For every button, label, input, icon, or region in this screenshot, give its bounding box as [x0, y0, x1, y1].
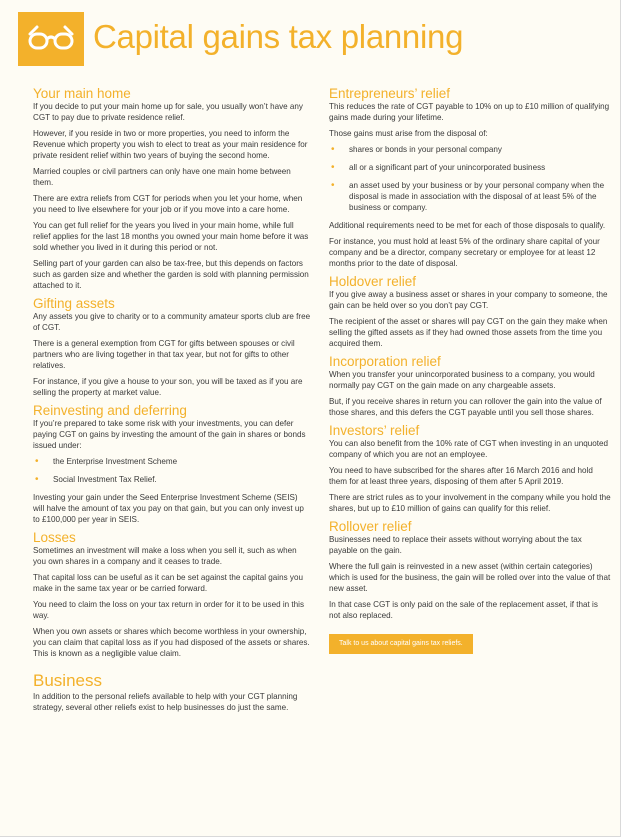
paragraph: You can also benefit from the 10% rate of CGT when investing in an unquoted company of which you are not an employee.	[329, 439, 608, 459]
section-heading: Losses	[33, 530, 76, 545]
section-entrepreneurs-relief	[329, 86, 611, 269]
paragraph: In addition to the personal reliefs available to help with your CGT planning strategy, several other reliefs exist to help businesses do just the same.	[33, 692, 298, 712]
paragraph: That capital loss can be useful as it can be set against the capital gains you make in the same tax year or be carried forward.	[33, 573, 303, 593]
paragraph: If you give away a business asset or shares in your company to someone, the gain can be held over so you don’t pay CGT.	[329, 290, 608, 310]
section-investors-relief	[329, 423, 611, 514]
section-heading: Holdover relief	[329, 274, 417, 289]
section-heading: Incorporation relief	[329, 354, 441, 369]
paragraph: The recipient of the asset or shares will pay CGT on the gain they make when selling the gifted assets as if they had owned those assets from the time you acquired them.	[329, 317, 608, 348]
paragraph: You can get full relief for the years you lived in your main home, while full relief applies for the last 18 months you owned your main home before it was sold whether you lived in it during this period or not.	[33, 221, 309, 252]
paragraph: You need to have subscribed for the shares after 16 March 2016 and hold them for at least three years, disposing of them after 5 April 2019.	[329, 466, 593, 486]
paragraph: You need to claim the loss on your tax return in order for it to be used in this way.	[33, 600, 304, 620]
section-business	[33, 671, 311, 713]
section-gifting-assets	[33, 296, 311, 398]
contact-cta-button[interactable]: Talk to us about capital gains tax reliefs.	[329, 634, 473, 654]
glasses-icon	[27, 24, 75, 54]
page-header	[0, 12, 620, 66]
paragraph: Where the full gain is reinvested in a new asset (within certain categories) which is used for the business, the gain will be rolled over into the value of that new asset.	[329, 562, 611, 593]
paragraph: But, if you receive shares in return you can rollover the gain into the value of those shares, and this defers the CGT payable until you sell those shares.	[329, 397, 602, 417]
section-heading: Investors’ relief	[329, 423, 420, 438]
section-incorporation-relief	[329, 354, 611, 418]
section-heading: Gifting assets	[33, 296, 115, 311]
section-heading: Business	[33, 671, 102, 690]
paragraph: There are strict rules as to your involvement in the company while you hold the shares, but up to £10 million of gains can qualify for this relief.	[329, 493, 611, 513]
section-main-home	[33, 86, 311, 291]
paragraph: Selling part of your garden can also be tax-free, but this depends on factors such as garden size and whether the garden is sold with planning permission attached to it.	[33, 259, 309, 290]
section-heading: Your main home	[33, 86, 131, 101]
paragraph: If you’re prepared to take some risk with your investments, you can defer paying CGT on gains by investing the amount of the gain in shares or bonds issued under:	[33, 419, 306, 450]
section-reinvesting	[33, 403, 311, 525]
paragraph: Those gains must arise from the disposal of:	[329, 129, 488, 138]
page-title: Capital gains tax planning	[93, 18, 464, 55]
paragraph: When you own assets or shares which become worthless in your ownership, you can claim that capital loss as if you had disposed of the assets or shares. This is known as a negligible value claim.	[33, 627, 310, 658]
section-heading: Entrepreneurs’ relief	[329, 86, 451, 101]
paragraph: Sometimes an investment will make a loss when you sell it, such as when you own shares in a company and it ceases to trade.	[33, 546, 297, 566]
bullet-list	[329, 144, 611, 213]
paragraph: Businesses need to replace their assets without worrying about the tax payable on the gain.	[329, 535, 582, 555]
section-rollover-relief	[329, 519, 611, 621]
paragraph: However, if you reside in two or more properties, you need to inform the Revenue which property you wish to elect to treat as your main residence for private resident relief within two years of buying the second home.	[33, 129, 308, 160]
paragraph: There is a general exemption from CGT for gifts between spouses or civil partners who are living together in that tax year, but not for gifts to other relatives.	[33, 339, 295, 370]
paragraph: Any assets you give to charity or to a community amateur sports club are free of CGT.	[33, 312, 311, 332]
paragraph: Additional requirements need to be met for each of those disposals to qualify.	[329, 221, 606, 230]
section-heading: Reinvesting and deferring	[33, 403, 187, 418]
paragraph: In that case CGT is only paid on the sale of the replacement asset, if that is not also replaced.	[329, 600, 598, 620]
right-column	[329, 86, 611, 654]
icon-badge	[18, 12, 84, 66]
paragraph: For instance, if you give a house to your son, you will be taxed as if you are selling the property at market value.	[33, 377, 303, 397]
list-item: • shares or bonds in your personal company	[329, 144, 611, 155]
paragraph: This reduces the rate of CGT payable to 10% on up to £10 million of qualifying gains made during your lifetime.	[329, 102, 610, 122]
list-item: • the Enterprise Investment Scheme	[33, 456, 311, 467]
paragraph: There are extra reliefs from CGT for periods when you let your home, when you need to live elsewhere for your job or if you move into a care home.	[33, 194, 303, 214]
paragraph: Married couples or civil partners can only have one main home between them.	[33, 167, 291, 187]
left-column	[33, 86, 311, 718]
bullet-list	[33, 456, 311, 485]
paragraph: When you transfer your unincorporated business to a company, you would normally pay CGT on the gain made on any chargeable assets.	[329, 370, 595, 390]
paragraph: For instance, you must hold at least 5% of the ordinary share capital of your company and be a director, company secretary or employee for at least 12 months prior to the date of disposal.	[329, 237, 600, 268]
paragraph: If you decide to put your main home up for sale, you usually won’t have any CGT to pay due to private residence relief.	[33, 102, 303, 122]
paragraph: Investing your gain under the Seed Enterprise Investment Scheme (SEIS) will halve the amount of tax you pay on that gain, but you can only invest up to £100,000 per year in SEIS.	[33, 493, 304, 524]
list-item: • all or a significant part of your unincorporated business	[329, 162, 611, 173]
section-holdover-relief	[329, 274, 611, 349]
section-losses	[33, 530, 311, 659]
section-heading: Rollover relief	[329, 519, 412, 534]
list-item: • an asset used by your business or by your personal company when the disposal is made in association with the disposal of at least 5% of the business or company.	[329, 180, 611, 213]
list-item: • Social Investment Tax Relief.	[33, 474, 311, 485]
